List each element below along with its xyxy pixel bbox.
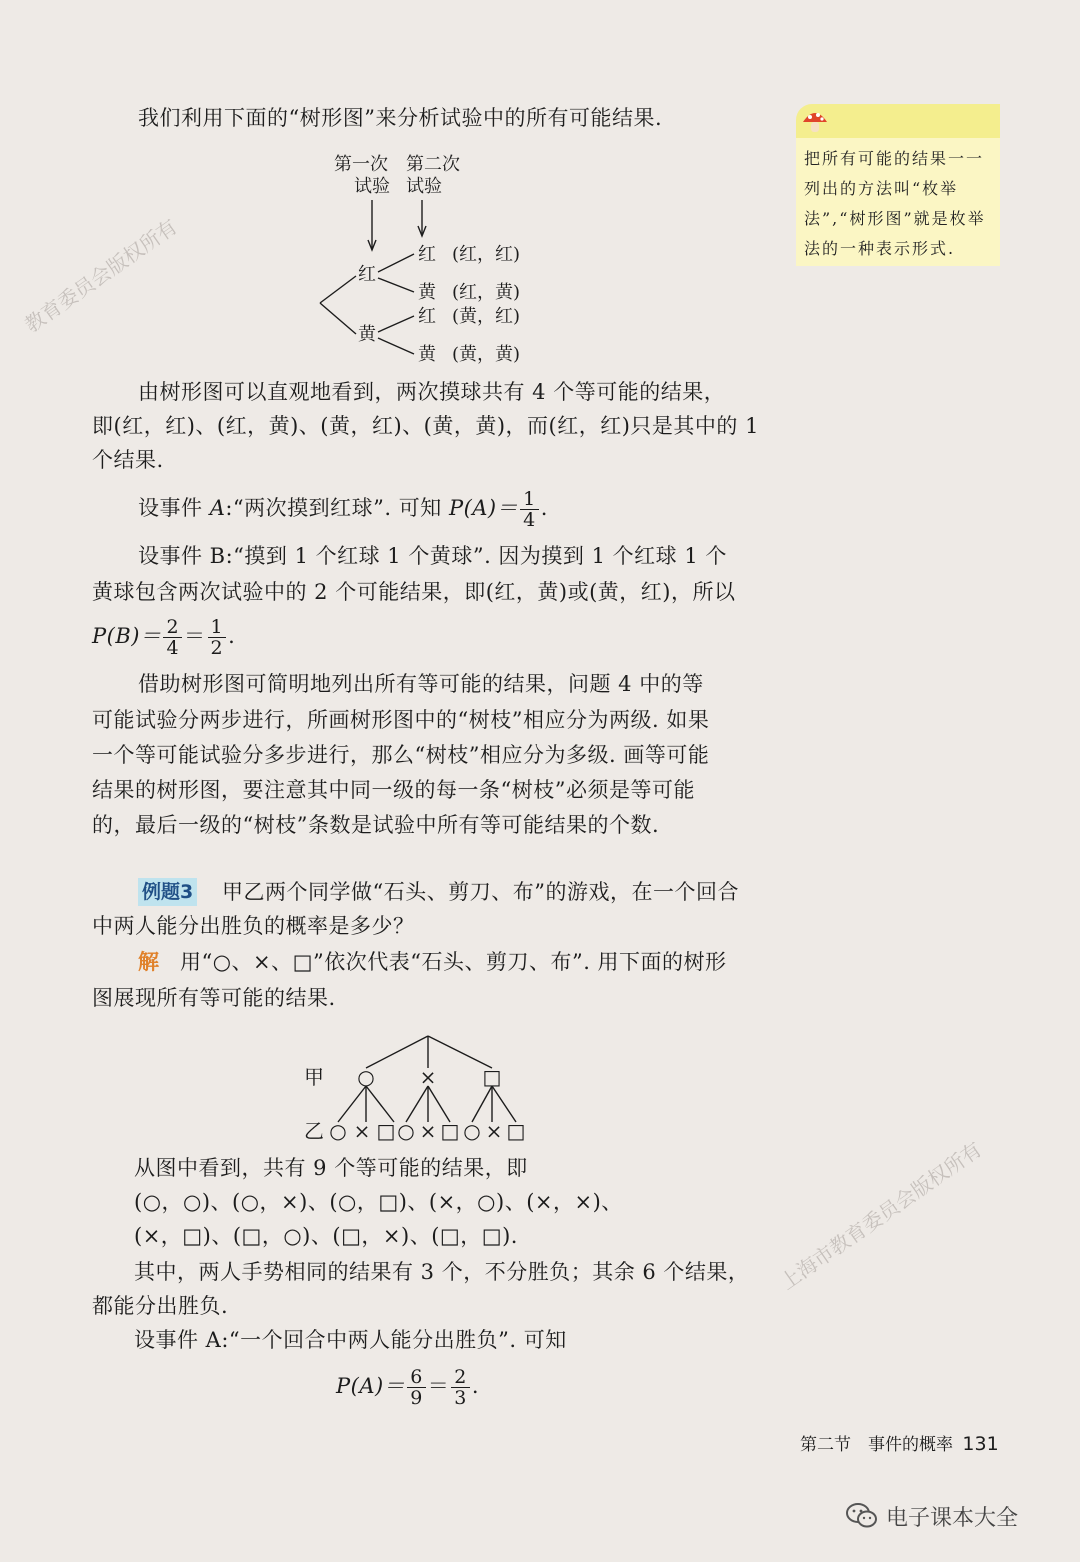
para3-line-6: 设事件 A:“一个回合中两人能分出胜负”. 可知 bbox=[134, 1328, 567, 1352]
event-b-line-2: 黄球包含两次试验中的 2 个可能结果，即(红，黄)或(黄，红)，所以 bbox=[92, 580, 736, 604]
para3-line-2: (○，○)、(○，×)、(○，□)、(×，○)、(×，×)、 bbox=[134, 1190, 623, 1214]
tree2-level2-4: × bbox=[419, 1119, 437, 1143]
tree1-outcome-1: (红，黄) bbox=[452, 282, 521, 303]
page-number: 131 bbox=[962, 1433, 999, 1455]
tree1-level2-3: 黄 bbox=[418, 344, 436, 365]
para3-line-4: 其中，两人手势相同的结果有 3 个，不分胜负；其余 6 个结果， bbox=[134, 1260, 750, 1284]
solution-line-2: 图展现所有等可能的结果. bbox=[92, 986, 336, 1010]
tree1-header-first-2: 试验 bbox=[354, 176, 390, 197]
para1-line-1: 由树形图可以直观地看到，两次摸球共有 4 个等可能的结果， bbox=[138, 380, 726, 404]
example-line-2: 中两人能分出胜负的概率是多少？ bbox=[92, 914, 415, 938]
para3-line-3: (×，□)、(□，○)、(□，×)、(□，□). bbox=[134, 1224, 518, 1248]
fraction-six-ninths: $\frac{6}{9}$ bbox=[407, 1367, 426, 1408]
tree1-header-first-1: 第一次 bbox=[334, 154, 388, 175]
tree2-level2-7: × bbox=[485, 1119, 503, 1143]
fraction-one-half: $\frac{1}{2}$ bbox=[208, 617, 227, 658]
tree1-header-second-1: 第二次 bbox=[406, 154, 460, 175]
tree2-level2-5: □ bbox=[440, 1119, 460, 1143]
tree2-level2-3: ○ bbox=[397, 1119, 415, 1143]
fraction-one-quarter: $\frac{1}{4}$ bbox=[520, 489, 539, 530]
tree1-outcome-2: (黄，红) bbox=[452, 306, 521, 327]
event-a-line: 设事件 A:“两次摸到红球”. 可知 P(A)＝ $\frac{1}{4}$ . bbox=[138, 488, 548, 531]
example-tag: 例题3 bbox=[138, 878, 197, 906]
tree-diagram-red-yellow bbox=[300, 148, 560, 378]
fraction-two-quarters: $\frac{2}{4}$ bbox=[163, 617, 182, 658]
event-b-prob-line: P(B)＝ $\frac{2}{4}$ ＝ $\frac{1}{2}$ . bbox=[92, 616, 236, 659]
solution-line-1: 用“○、×、□”依次代表“石头、剪刀、布”. 用下面的树形 bbox=[180, 950, 727, 974]
final-prob-line: P(A)＝ $\frac{6}{9}$ ＝ $\frac{2}{3}$ . bbox=[336, 1366, 480, 1409]
tree2-level2-8: □ bbox=[506, 1119, 526, 1143]
para2-line-4: 结果的树形图，要注意其中同一级的每一条“树枝”必须是等可能 bbox=[92, 778, 695, 802]
event-b-line-1: 设事件 B:“摸到 1 个红球 1 个黄球”. 因为摸到 1 个红球 1 个 bbox=[138, 544, 727, 568]
tree1-level2-0: 红 bbox=[418, 244, 436, 265]
tree2-level2-0: ○ bbox=[329, 1119, 347, 1143]
tree1-level1-yellow: 黄 bbox=[358, 324, 376, 345]
tree1-outcome-0: (红，红) bbox=[452, 244, 521, 265]
tree1-level2-1: 黄 bbox=[418, 282, 436, 303]
tree1-level1-red: 红 bbox=[358, 264, 376, 285]
tree2-level2-6: ○ bbox=[463, 1119, 481, 1143]
sidebar-note-text: 把所有可能的结果一一列出的方法叫“枚举法”,“树形图”就是枚举法的一种表示形式. bbox=[804, 149, 986, 258]
tree1-header-second-2: 试验 bbox=[406, 176, 442, 197]
mushroom-icon bbox=[800, 106, 830, 136]
tree2-label-a: 甲 bbox=[304, 1065, 324, 1089]
tree2-label-b: 乙 bbox=[304, 1119, 324, 1143]
brand-text: 电子课本大全 bbox=[886, 1505, 1019, 1531]
watermark-left: 教育委员会版权所有 bbox=[20, 214, 182, 338]
footer-section-title: 第二节 事件的概率 131 bbox=[800, 1433, 999, 1455]
para3-line-5: 都能分出胜负. bbox=[92, 1294, 229, 1318]
para2-line-1: 借助树形图可简明地列出所有等可能的结果，问题 4 中的等 bbox=[138, 672, 704, 696]
para2-line-5: 的，最后一级的“树枝”条数是试验中所有等可能结果的个数. bbox=[92, 813, 660, 837]
watermark-right: 上海市教育委员会版权所有 bbox=[775, 1137, 987, 1295]
tree1-level2-2: 红 bbox=[418, 306, 436, 327]
para2-line-3: 一个等可能试验分多步进行，那么“树枝”相应分为多级. 画等可能 bbox=[92, 743, 710, 767]
para1-line-2: 即(红，红)、(红，黄)、(黄，红)、(黄，黄)，而(红，红)只是其中的 1 bbox=[92, 414, 759, 438]
tree1-outcome-3: (黄，黄) bbox=[452, 344, 521, 365]
tree2-level1-2: □ bbox=[482, 1065, 502, 1089]
tree2-level1-0: ○ bbox=[357, 1065, 375, 1089]
para1-line-3: 个结果. bbox=[92, 448, 164, 472]
event-a-prob: P(A)＝ bbox=[448, 496, 519, 520]
tree2-level2-2: □ bbox=[376, 1119, 396, 1143]
tree-diagram-rock-paper-scissors bbox=[300, 1030, 540, 1146]
brand-badge bbox=[846, 1500, 1018, 1532]
para2-line-2: 可能试验分两步进行，所画树形图中的“树枝”相应分为两级. 如果 bbox=[92, 708, 710, 732]
tree2-level2-1: × bbox=[353, 1119, 371, 1143]
para3-line-1: 从图中看到，共有 9 个等可能的结果，即 bbox=[134, 1156, 528, 1180]
tree2-level1-1: × bbox=[419, 1065, 437, 1089]
solution-label: 解 bbox=[138, 949, 160, 974]
fraction-two-thirds: $\frac{2}{3}$ bbox=[451, 1367, 470, 1408]
example-line-1: 甲乙两个同学做“石头、剪刀、布”的游戏，在一个回合 bbox=[222, 880, 739, 904]
wechat-icon bbox=[846, 1502, 878, 1530]
intro-text: 我们利用下面的“树形图”来分析试验中的所有可能结果. bbox=[138, 106, 663, 130]
